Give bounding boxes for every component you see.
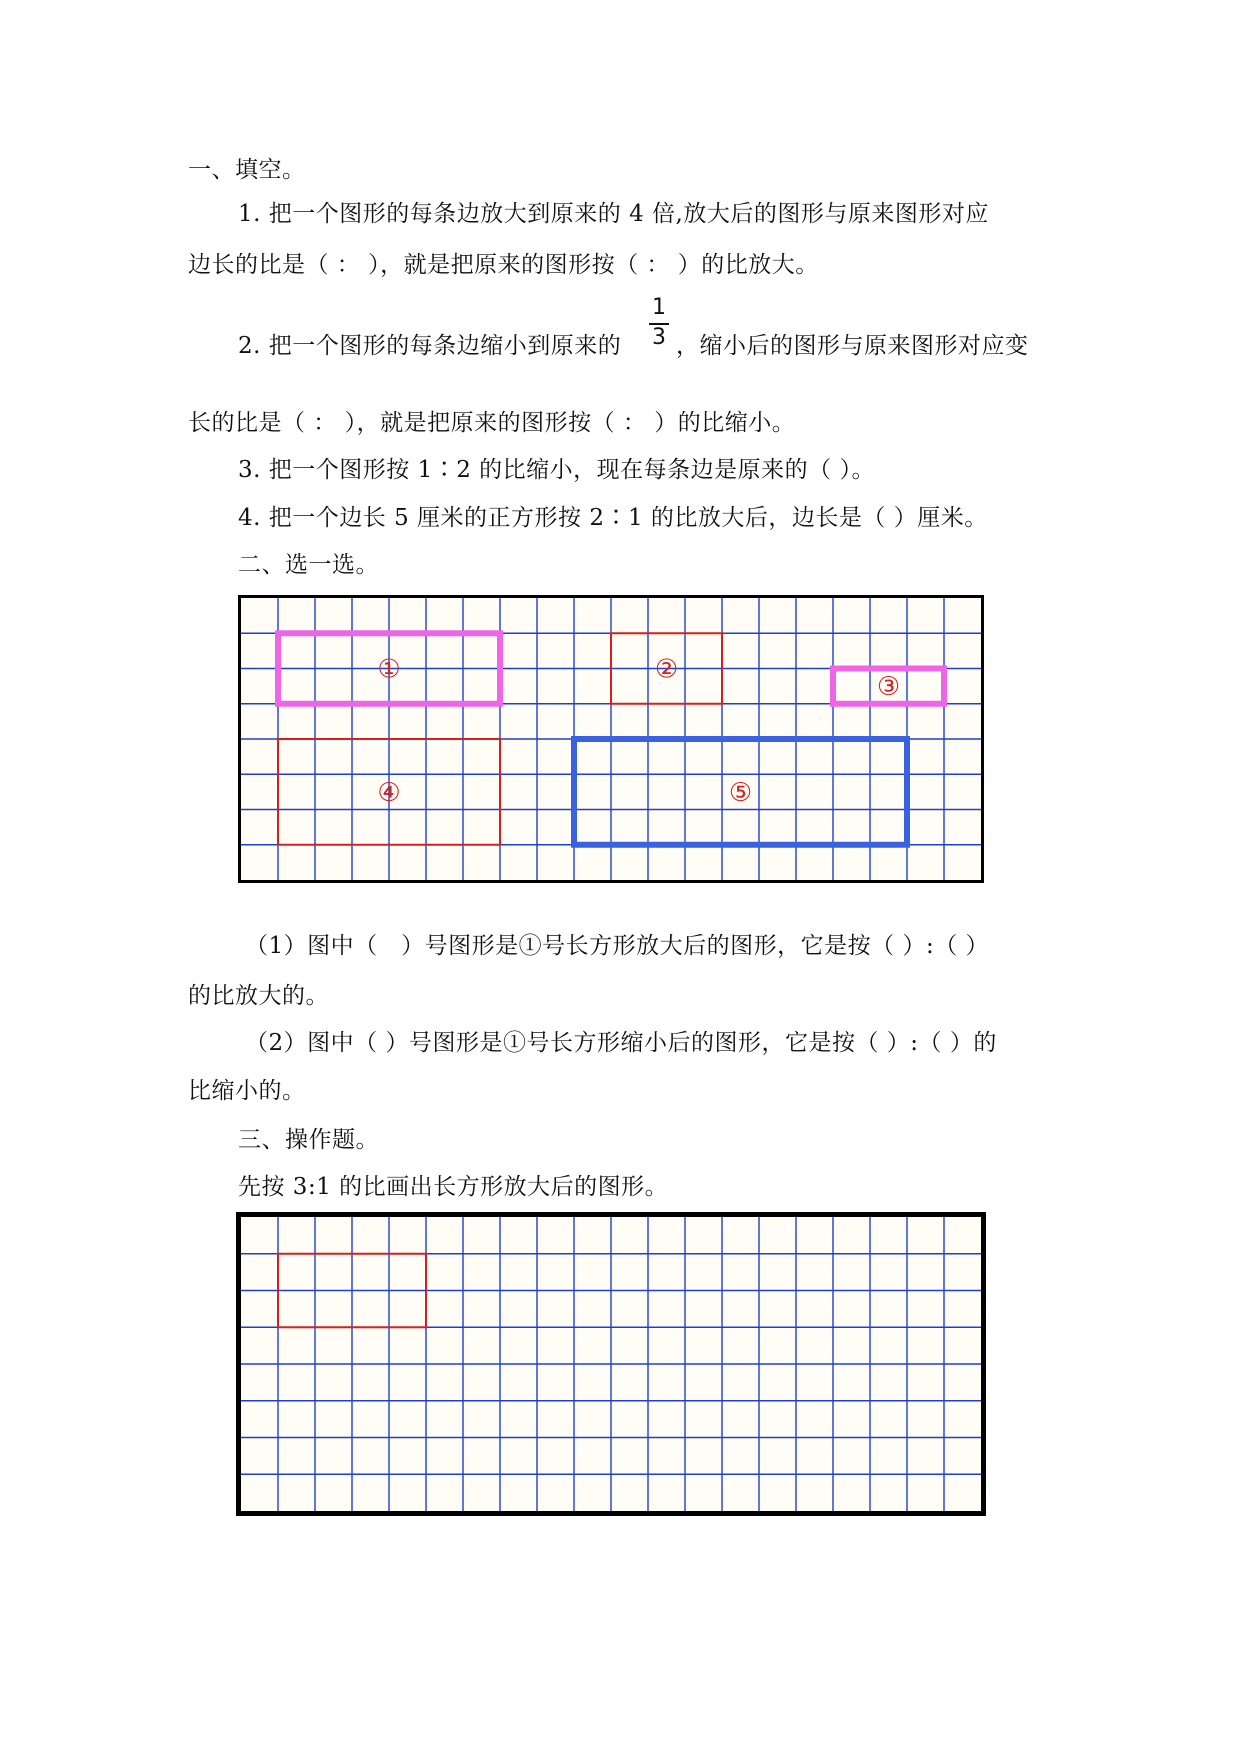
drawing-grid[interactable] [236, 1212, 986, 1516]
question-1-line2: 边长的比是（ ： ），就是把原来的图形按（ ： ）的比放大。 [188, 252, 819, 278]
shape-label-4: ④ [377, 777, 401, 808]
section1-heading: 一、填空。 [188, 157, 306, 183]
section2-heading: 二、选一选。 [238, 552, 379, 578]
question-3: 3. 把一个图形按 1∶2 的比缩小，现在每条边是原来的（ ）。 [238, 457, 875, 483]
fraction-numerator: 1 [652, 295, 666, 320]
part-1-line2: 的比放大的。 [188, 983, 329, 1009]
question-2-line1-before: 2. 把一个图形的每条边缩小到原来的 [238, 333, 622, 359]
section3-heading: 三、操作题。 [238, 1127, 379, 1153]
question-2-line2: 长的比是（ ： ），就是把原来的图形按（ ： ）的比缩小。 [188, 410, 796, 436]
one-third-fraction [648, 295, 670, 349]
section3-instruction: 先按 3:1 的比画出长方形放大后的图形。 [238, 1174, 669, 1200]
shape-label-5: ⑤ [728, 777, 753, 808]
question-4: 4. 把一个边长 5 厘米的正方形按 2∶1 的比放大后，边长是（ ）厘米。 [238, 505, 988, 531]
part-2-line2: 比缩小的。 [188, 1078, 306, 1104]
question-2-line1-after: ，缩小后的图形与原来图形对应变 [676, 333, 1029, 359]
shape-grid-figure [238, 595, 984, 883]
fraction-denominator: 3 [652, 325, 666, 350]
shape-label-2: ② [654, 654, 679, 685]
part-1-line1: （1）图中（ ）号图形是①号长方形放大后的图形，它是按（ ）:（ ） [245, 933, 990, 959]
part-2-line1: （2）图中（ ）号图形是①号长方形缩小后的图形，它是按（ ）:（ ）的 [245, 1030, 997, 1056]
shape-label-1: ① [377, 654, 401, 685]
question-1-line1: 1. 把一个图形的每条边放大到原来的 4 倍,放大后的图形与原来图形对应 [238, 201, 989, 227]
shape-label-3: ③ [876, 672, 901, 703]
